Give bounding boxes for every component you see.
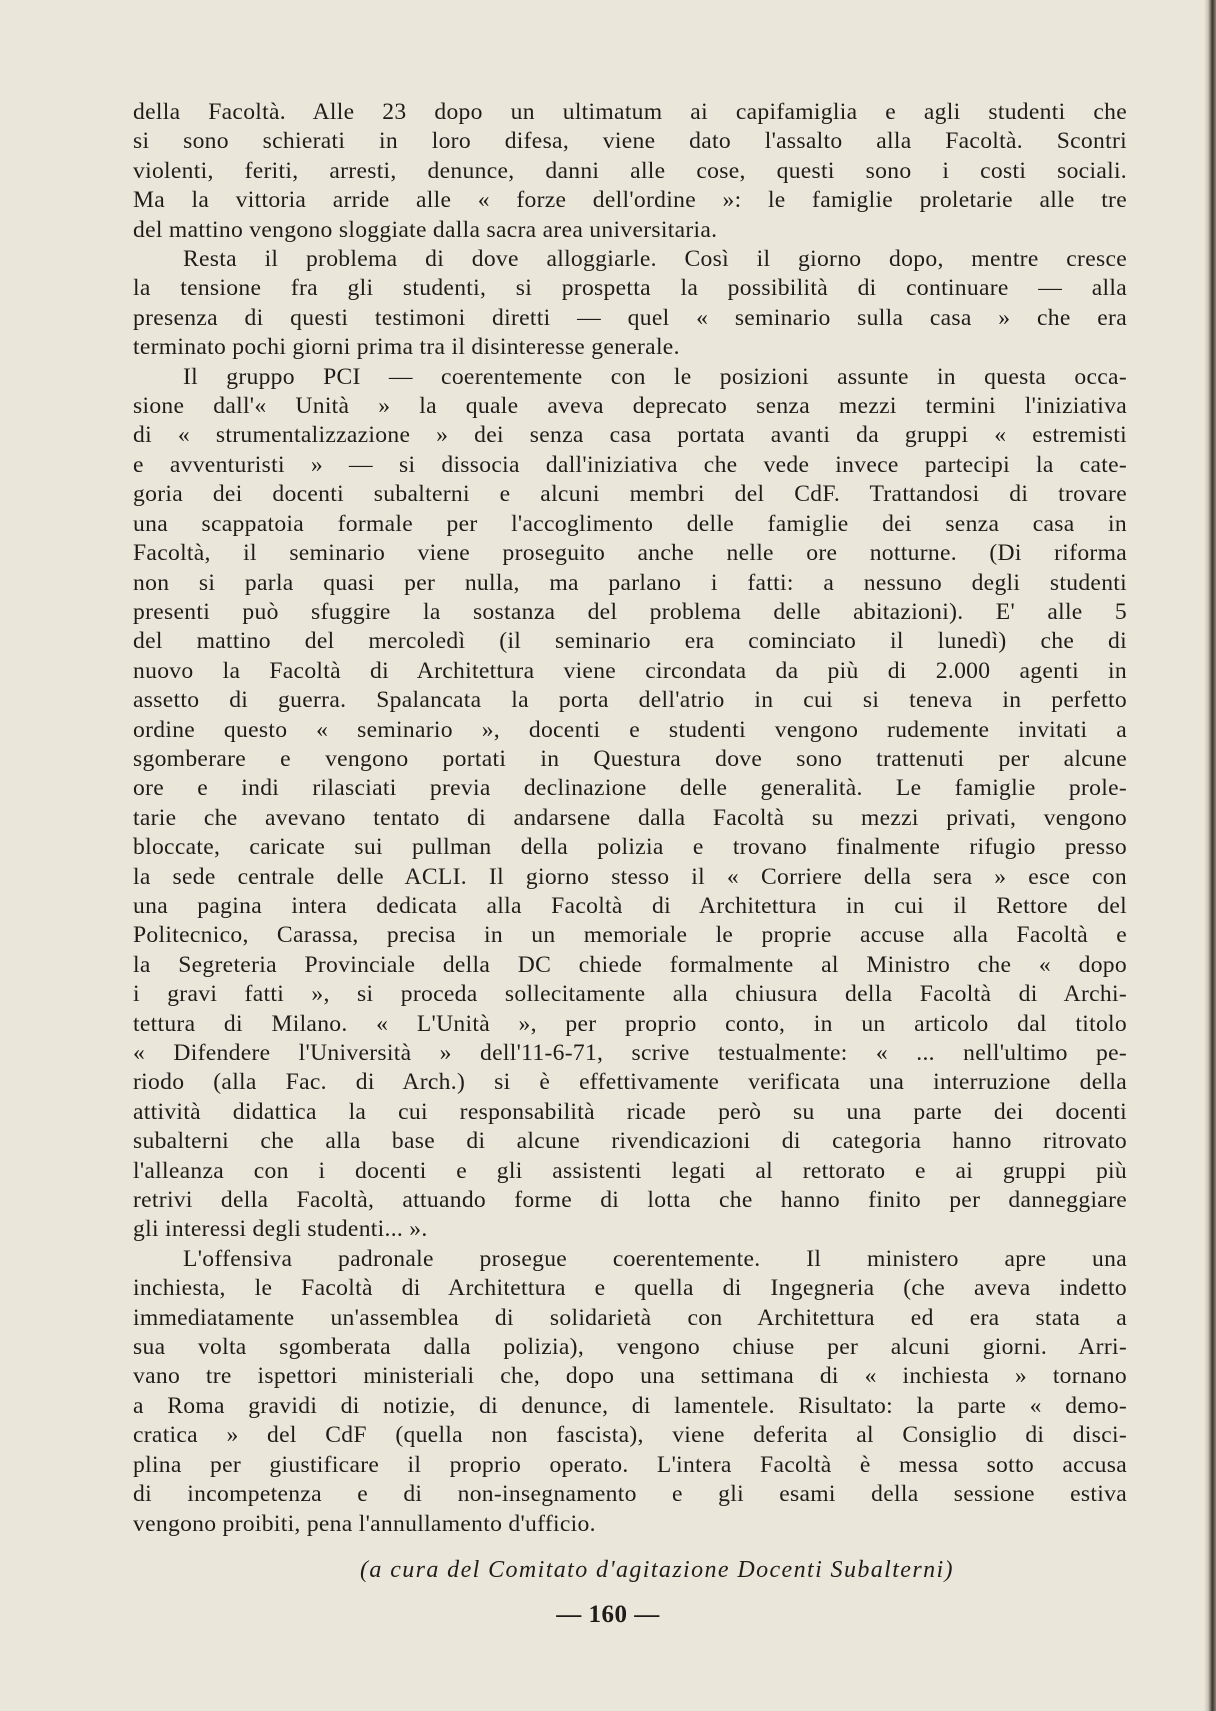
text-line: una pagina intera dedicata alla Facoltà di Architettura in cui il Rettore del: [133, 892, 1127, 919]
text-line: goria dei docenti subalterni e alcuni membri del CdF. Trattandosi di trovare: [133, 481, 1127, 508]
text-line: a Roma gravidi di notizie, di denunce, di lamentele. Risultato: la parte « demo-: [133, 1392, 1127, 1419]
text-line: tarie che avevano tentato di andarsene dalla Facoltà su mezzi privati, vengono: [133, 804, 1127, 831]
text-line: inchiesta, le Facoltà di Architettura e quella di Ingegneria (che aveva indetto: [133, 1275, 1127, 1302]
text-line: del mattino del mercoledì (il seminario era cominciato il lunedì) che di: [133, 628, 1127, 655]
text-line: cratica » del CdF (quella non fascista), viene deferita al Consiglio di disci-: [133, 1422, 1127, 1449]
text-line: Resta il problema di dove alloggiarle. Così il giorno dopo, mentre cresce: [183, 246, 1127, 273]
text-line: presenti può sfuggire la sostanza del problema delle abitazioni). E' alle 5: [133, 598, 1127, 625]
text-line: ore e indi rilasciati previa declinazione delle generalità. Le famiglie prole-: [133, 775, 1127, 802]
text-line: non si parla quasi per nulla, ma parlano i fatti: a nessuno degli studenti: [133, 569, 1127, 596]
signature-credit: (a cura del Comitato d'agitazione Docenti Subalterni): [360, 1557, 954, 1583]
text-line: subalterni che alla base di alcune rivendicazioni di categoria hanno ritrovato: [133, 1128, 1127, 1155]
text-line: si sono schierati in loro difesa, viene dato l'assalto alla Facoltà. Scontri: [133, 128, 1127, 155]
paragraph-2: [133, 245, 1127, 363]
text-line: L'offensiva padronale prosegue coerentemente. Il ministero apre una: [183, 1245, 1127, 1272]
text-line: terminato pochi giorni prima tra il disinteresse generale.: [133, 334, 680, 361]
text-line: Facoltà, il seminario viene proseguito anche nelle ore notturne. (Di riforma: [133, 540, 1127, 567]
text-line: di « strumentalizzazione » dei senza casa portata avanti da gruppi « estremisti: [133, 422, 1127, 449]
text-line: Il gruppo PCI — coerentemente con le posizioni assunte in questa occa-: [183, 363, 1127, 390]
text-line: vengono proibiti, pena l'annullamento d'ufficio.: [133, 1510, 596, 1537]
text-line: della Facoltà. Alle 23 dopo un ultimatum ai capifamiglia e agli studenti che: [133, 99, 1127, 125]
text-line: di incompetenza e di non-insegnamento e gli esami della sessione estiva: [133, 1481, 1127, 1508]
paragraph-4: [133, 1245, 1127, 1539]
text-line: tettura di Milano. « L'Unità », per proprio conto, in un articolo dal titolo: [133, 1010, 1127, 1037]
text-line: attività didattica la cui responsabilità ricade però su una parte dei docenti: [133, 1098, 1127, 1125]
body-text: [133, 98, 1127, 1539]
text-line: Ma la vittoria arride alle « forze dell'ordine »: le famiglie proletarie alle tre: [133, 187, 1127, 214]
text-line: nuovo la Facoltà di Architettura viene circondata da più di 2.000 agenti in: [133, 657, 1127, 684]
text-line: vano tre ispettori ministeriali che, dopo una settimana di « inchiesta » tornano: [133, 1363, 1127, 1390]
text-line: riodo (alla Fac. di Arch.) si è effettivamente verificata una interruzione della: [133, 1069, 1127, 1096]
text-line: plina per giustificare il proprio operato. L'intera Facoltà è messa sotto accusa: [133, 1451, 1127, 1478]
text-line: sgomberare e vengono portati in Questura dove sono trattenuti per alcune: [133, 745, 1127, 772]
paragraph-1: [133, 98, 1127, 245]
page-number: — 160 —: [556, 1601, 660, 1628]
text-line: « Difendere l'Università » dell'11-6-71, scrive testualmente: « ... nell'ultimo pe-: [133, 1040, 1127, 1066]
text-line: violenti, feriti, arresti, denunce, danni alle cose, questi sono i costi sociali.: [133, 157, 1127, 184]
text-line: una scappatoia formale per l'accoglimento delle famiglie dei senza casa in: [133, 510, 1127, 537]
text-line: presenza di questi testimoni diretti — quel « seminario sulla casa » che era: [133, 304, 1127, 331]
text-line: immediatamente un'assemblea di solidarietà con Architettura ed era stata a: [133, 1304, 1127, 1331]
text-line: retrivi della Facoltà, attuando forme di lotta che hanno finito per danneggiare: [133, 1187, 1127, 1214]
text-line: bloccate, caricate sui pullman della polizia e trovano finalmente rifugio presso: [133, 834, 1127, 861]
text-line: l'alleanza con i docenti e gli assistenti legati al rettorato e ai gruppi più: [133, 1157, 1127, 1184]
text-line: Politecnico, Carassa, precisa in un memoriale le proprie accuse alla Facoltà e: [133, 922, 1127, 949]
paragraph-3: [133, 363, 1127, 1245]
text-line: la sede centrale delle ACLI. Il giorno stesso il « Corriere della sera » esce con: [133, 863, 1127, 890]
text-line: del mattino vengono sloggiate dalla sacra area universitaria.: [133, 216, 718, 243]
text-line: i gravi fatti », si proceda sollecitamente alla chiusura della Facoltà di Archi-: [133, 981, 1127, 1008]
text-line: sione dall'« Unità » la quale aveva deprecato senza mezzi termini l'iniziativa: [133, 393, 1127, 420]
text-line: gli interessi degli studenti... ».: [133, 1216, 428, 1243]
text-line: sua volta sgomberata dalla polizia), vengono chiuse per alcuni giorni. Arri-: [133, 1334, 1127, 1361]
text-line: ordine questo « seminario », docenti e studenti vengono rudemente invitati a: [133, 716, 1127, 743]
text-line: assetto di guerra. Spalancata la porta dell'atrio in cui si teneva in perfetto: [133, 687, 1127, 714]
text-line: la tensione fra gli studenti, si prospetta la possibilità di continuare — alla: [133, 275, 1127, 302]
text-line: la Segreteria Provinciale della DC chiede formalmente al Ministro che « dopo: [133, 951, 1127, 978]
text-line: e avventuristi » — si dissocia dall'iniziativa che vede invece partecipi la cate-: [133, 451, 1127, 478]
